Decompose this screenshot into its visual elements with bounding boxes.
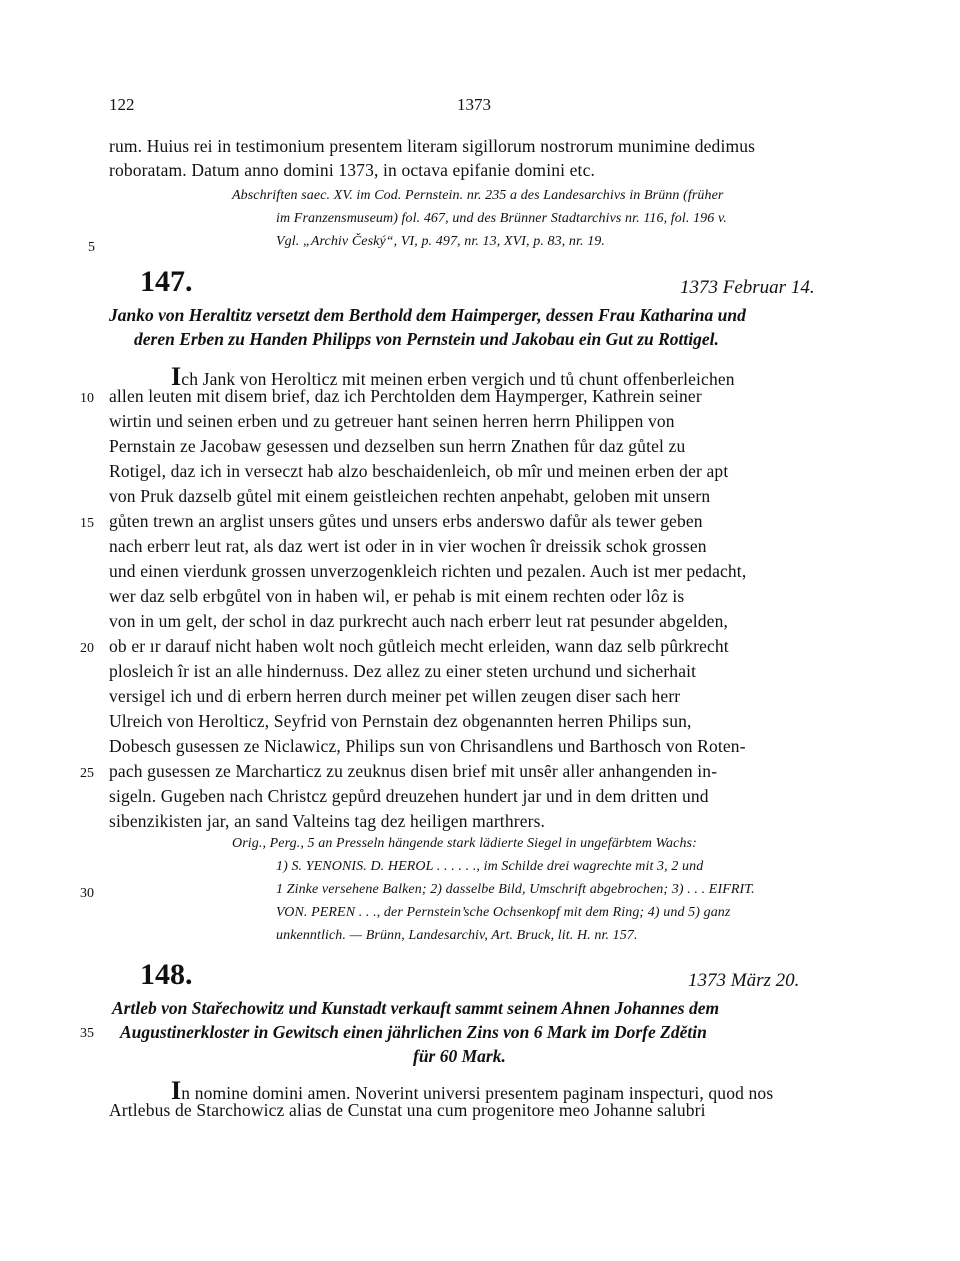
line-number: 15 (80, 516, 94, 531)
line-number: 10 (80, 391, 94, 406)
line-number: 35 (80, 1026, 94, 1041)
initial-letter: I (171, 362, 182, 391)
document-number: 148. (140, 958, 193, 991)
charter-line: und einen vierdunk grossen unverzogenkleich richten und pezalen. Auch ist mer pedacht, (109, 561, 747, 581)
regest-line: Janko von Heraltitz versetzt dem Berthold dem Haimperger, dessen Frau Katharina und (109, 305, 746, 325)
charter-line: Dobesch gusessen ze Niclawicz, Philips sun von Chrisandlens und Barthosch von Roten- (109, 736, 746, 756)
opening-line: rum. Huius rei in testimonium presentem literam sigillorum nostrorum munimine dedimus (109, 136, 756, 156)
line-number: 20 (80, 641, 94, 656)
seal-note-line: Orig., Perg., 5 an Presseln hängende stark lädierte Siegel in ungefärbtem Wachs: (232, 836, 697, 851)
first-line-text: ch Jank von Herolticz mit meinen erben vergich und tů chunt offenberleichen (181, 369, 735, 389)
initial-letter: I (171, 1076, 182, 1105)
line-number: 30 (80, 886, 94, 901)
seal-note-line: 1) S. YENONIS. D. HEROL . . . . . ., im Schilde drei wagrechte mit 3, 2 und (276, 859, 704, 874)
seal-note-line: VON. PEREN . . ., der Pernstein’sche Ochsenkopf mit dem Ring; 4) und 5) ganz (276, 905, 731, 920)
charter-line: plosleich îr ist an alle hindernuss. Dez allez zu einer steten urchund und sicherhait (109, 661, 697, 681)
charter-line: allen leuten mit disem brief, daz ich Perchtolden dem Haymperger, Kathrein seiner (109, 386, 702, 406)
source-note-line: Vgl. „Archiv Český“, VI, p. 497, nr. 13, XVI, p. 83, nr. 19. (276, 234, 606, 249)
running-head-year: 1373 (457, 95, 491, 114)
document-date: 1373 März 20. (688, 970, 800, 991)
regest-line: für 60 Mark. (413, 1046, 506, 1066)
charter-line: Rotigel, daz ich in verseczt hab alzo beschaidenleich, ob mîr und meinen erben der apt (109, 461, 729, 481)
charter-line: Ulreich von Herolticz, Seyfrid von Pernstain dez obgenannten herren Philips sun, (109, 711, 692, 731)
charter-line: von in um gelt, der schol in daz purkrecht auch nach erberr leut rat pesunder abgelden, (109, 611, 728, 631)
regest-line: Augustinerkloster in Gewitsch einen jährlichen Zins von 6 Mark im Dorfe Zdětin (120, 1022, 707, 1042)
charter-line: Pernstain ze Jacobaw gesessen und dezselben sun herrn Znathen fůr daz gůtel zu (109, 436, 686, 456)
charter-line: von Pruk dazselb gůtel mit einem geistleichen rechten anpehabt, geloben mit unsern (109, 486, 711, 506)
source-note-line: im Franzensmuseum) fol. 467, und des Brünner Stadtarchivs nr. 116, fol. 196 v. (276, 211, 727, 226)
charter-line: gůten trewn an arglist unsers gůtes und unsers erbs anderswo dafůr als tewer geben (109, 511, 703, 531)
charter-line: wer daz selb erbgůtel von in haben wil, er pehab is mit einem rechten oder lôz is (109, 586, 685, 606)
regest-line: Artleb von Stařechowitz und Kunstadt verkauft sammt seinem Ahnen Johannes dem (112, 998, 720, 1018)
charter-line: versigel ich und di erbern herren durch meiner pet willen zeugen diser sach herr (109, 686, 681, 706)
seal-note-line: 1 Zinke versehene Balken; 2) dasselbe Bild, Umschrift abgebrochen; 3) . . . EIFRIT. (276, 882, 755, 897)
first-line-text: n nomine domini amen. Noverint universi presentem paginam inspecturi, quod nos (181, 1083, 774, 1103)
charter-line: sigeln. Gugeben nach Christcz gepůrd dreuzehen hundert jar und in dem dritten und (109, 786, 709, 806)
line-number: 25 (80, 766, 94, 781)
source-note-line: Abschriften saec. XV. im Cod. Pernstein. nr. 235 a des Landesarchivs in Brünn (früher (232, 188, 724, 203)
regest-line: deren Erben zu Handen Philipps von Pernstein und Jakobau ein Gut zu Rottigel. (134, 329, 719, 349)
charter-line: Artlebus de Starchowicz alias de Cunstat una cum progenitore meo Johanne salubri (109, 1100, 706, 1120)
charter-line: pach gusessen ze Marcharticz zu zeuknus disen brief mit unsȇr aller anhangenden in- (109, 761, 718, 781)
page-number: 122 (109, 95, 135, 114)
document-date: 1373 Februar 14. (680, 277, 815, 298)
charter-line: nach erberr leut rat, als daz wert ist oder in in vier wochen îr dreissik schok grossen (109, 536, 707, 556)
charter-line: wirtin und seinen erben und zu getreuer hant seinen herren herrn Philippen von (109, 411, 675, 431)
charter-line: ob er ır darauf nicht haben wolt noch gůtleich mecht erleiden, wann daz selb pûrkrecht (109, 636, 729, 656)
line-number: 5 (88, 240, 95, 255)
document-number: 147. (140, 265, 193, 298)
charter-line: sibenzikisten jar, an sand Valteins tag dez heiligen marthrers. (109, 811, 546, 831)
opening-line: roboratam. Datum anno domini 1373, in octava epifanie domini etc. (109, 160, 596, 180)
seal-note-line: unkenntlich. — Brünn, Landesarchiv, Art. Bruck, lit. H. nr. 157. (276, 928, 638, 943)
